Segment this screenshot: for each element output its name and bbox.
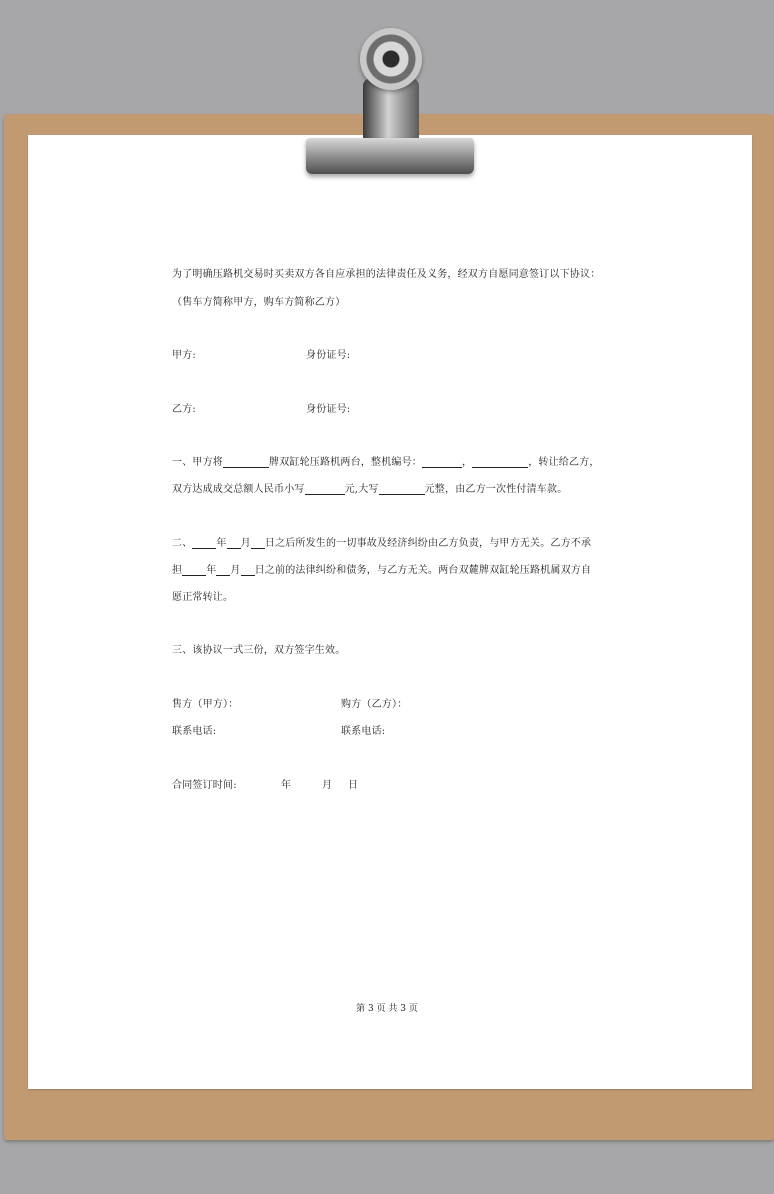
party-a-label: 甲方:	[172, 350, 196, 361]
day-blank-2	[241, 565, 255, 576]
party-b-id-label: 身份证号:	[306, 404, 351, 415]
alias-text: （售车方简称甲方，购车方简称乙方）	[172, 297, 346, 308]
day-blank-1	[251, 538, 265, 549]
clause2-month-1: 月	[240, 538, 251, 549]
party-a-id-label: 身份证号:	[306, 350, 351, 361]
sign-time-month: 月	[322, 780, 333, 791]
seller-label: 售方（甲方）：	[172, 699, 239, 710]
clause2-line2	[172, 561, 591, 576]
page-footer: 第 3 页 共 3 页	[356, 1004, 418, 1014]
sign-time-label: 合同签订时间:	[172, 780, 237, 791]
clause1-text-4: ，转让给乙方，	[528, 457, 600, 468]
month-blank-2	[216, 565, 230, 576]
clause2-text-1: 二、	[172, 538, 193, 549]
serial-blank-1	[422, 457, 462, 468]
clause1-text-7: 元整，由乙方一次性付清车款。	[424, 484, 568, 495]
clause2-line3: 愿正常转让。	[172, 592, 234, 603]
clause1-line1	[172, 453, 600, 468]
clause2-year-2: 年	[206, 565, 217, 576]
clause2-month-2: 月	[230, 565, 241, 576]
clause2-text-3: 担	[172, 565, 183, 576]
clause1-text-3: ，	[462, 457, 473, 468]
clause3-text: 三、该协议一式三份，双方签字生效。	[172, 645, 346, 656]
buyer-label: 购方（乙方）：	[341, 699, 408, 710]
buyer-phone-label: 联系电话:	[341, 726, 386, 737]
intro-text: 为了明确压路机交易时买卖双方各自应承担的法律责任及义务，经双方自愿同意签订以下协议：	[172, 269, 601, 280]
clause2-text-2: 日之后所发生的一切事故及经济纠纷由乙方负责，与甲方无关。乙方不承	[264, 538, 592, 549]
year-blank-2	[182, 565, 206, 576]
amount-large-blank	[379, 484, 425, 495]
clause1-text-6: 元,大写	[344, 484, 379, 495]
amount-small-blank	[305, 484, 345, 495]
clause1-text-5: 双方达成成交总额人民币小写	[172, 484, 305, 495]
party-b-label: 乙方:	[172, 404, 196, 415]
clause1-text-2: 牌双缸轮压路机两台，整机编号：	[269, 457, 422, 468]
clause1-line2	[172, 480, 567, 495]
month-blank-1	[227, 538, 241, 549]
clause2-line1	[172, 534, 591, 549]
clause1-text-1: 一、甲方将	[172, 457, 223, 468]
clause2-text-4: 日之前的法律纠纷和债务，与乙方无关。两台双麓牌双缸轮压路机属双方自	[254, 565, 592, 576]
year-blank-1	[192, 538, 216, 549]
sign-time-year: 年	[281, 780, 292, 791]
binder-clip-plate	[306, 138, 474, 174]
seller-phone-label: 联系电话:	[172, 726, 217, 737]
sign-time-day: 日	[348, 780, 359, 791]
binder-clip-ring	[360, 28, 422, 90]
clause2-year-1: 年	[216, 538, 227, 549]
brand-blank	[223, 457, 269, 468]
serial-blank-2	[472, 457, 528, 468]
